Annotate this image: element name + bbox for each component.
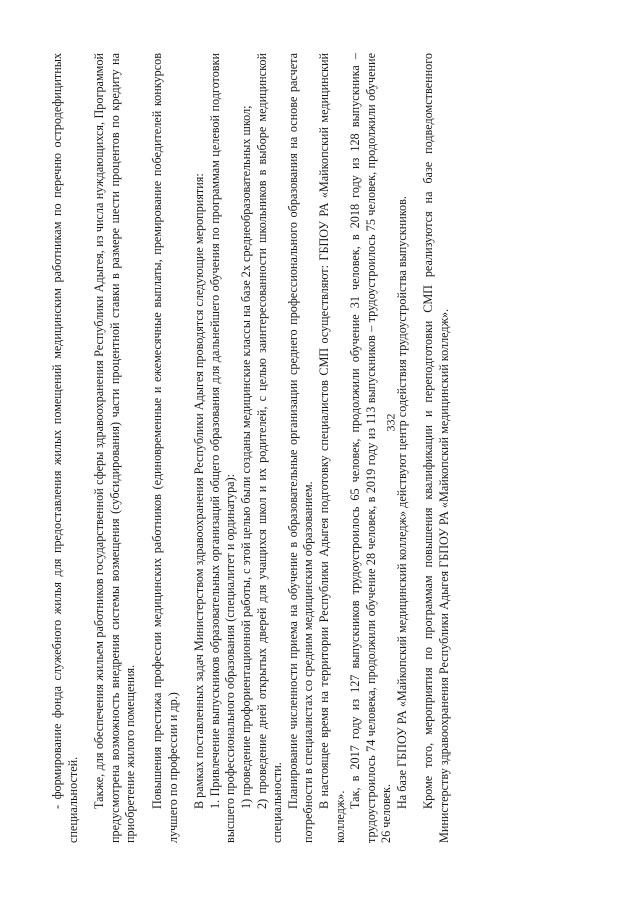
page-number: 332	[383, 413, 398, 432]
list-item: В настоящее время на территории Республики Адыгея подготовку специалистов СМП осуществляют: ГБПОУ РА «Майкопский медицинский колледж».	[316, 53, 347, 843]
list-item: 2) проведение дней открытых дверей для учащихся школ и их родителей, с целью заинтересованности школьников в выборе медицинской специальности.	[254, 53, 285, 843]
list-item: Планирование численности приема на обучение в образовательные организации среднего профессионального образования на основе расчета потребности в специалистах со средним медицинским образованием.	[285, 53, 316, 843]
list-item: На базе ГБПОУ РА «Майкопский медицинский колледж» действуют центр содействия трудоустройства выпускников.	[394, 196, 409, 809]
rotated-text-block	[50, 53, 610, 843]
list-item: 1) проведение профориентационной работы, с этой целью были созданы медицинские классы на базе 2х среднеобразовательных школ;	[238, 105, 253, 809]
paragraph-closing: Кроме того, мероприятия по программам повышения квалификации и переподготовки СМП реализуются на базе подведомственного Министерству здравоохранения Республики Адыгея ГБПОУ РА «Майкопский медицинский колледж».	[421, 53, 452, 843]
paragraph-housing-fund: - формирование фонда служебного жилья для предоставления жилых помещений медицинским работникам по перечню остродефицитных специальностей.	[50, 53, 80, 843]
list-item: Так, в 2017 году из 127 выпускников трудоустроилось 65 человек, продолжили обучение 31 человек, в 2018 году из 128 выпускника – трудоустроилось 74 человека, продолжили обучение 28 человек, в 2019 году из 113 выпускников – трудоустроилось 75 человек, продолжили обучение 26 человек.	[348, 53, 394, 843]
paragraph-prestige: Повышения престижа профессии медицинских работников (единовременные и ежемесячные выплаты, премирование победителей конкурсов лучшего по профессии и др.)	[149, 53, 180, 843]
list-item: 1. Привлечение выпускников образовательных организаций общего образования для дальнейшего обучения по программам целевой подготовки высшего профессионального образования (специалитет и ординатура):	[207, 53, 238, 843]
paragraph-subsidy: Также, для обеспечения жильем работников государственной сферы здравоохранения Республики Адыгея, из числа нуждающихся, Программой предусмотрена возможность внедрения системы возмещения (субсидирования) части процентной ставки в размере шести процентов по кредиту на приобретение жилого помещения.	[92, 53, 138, 843]
paragraph-measures-intro: В рамках поставленных задач Министерством здравоохранения Республики Адыгея проводятся следующие мероприятия:	[192, 173, 207, 809]
measures-list	[208, 53, 411, 843]
